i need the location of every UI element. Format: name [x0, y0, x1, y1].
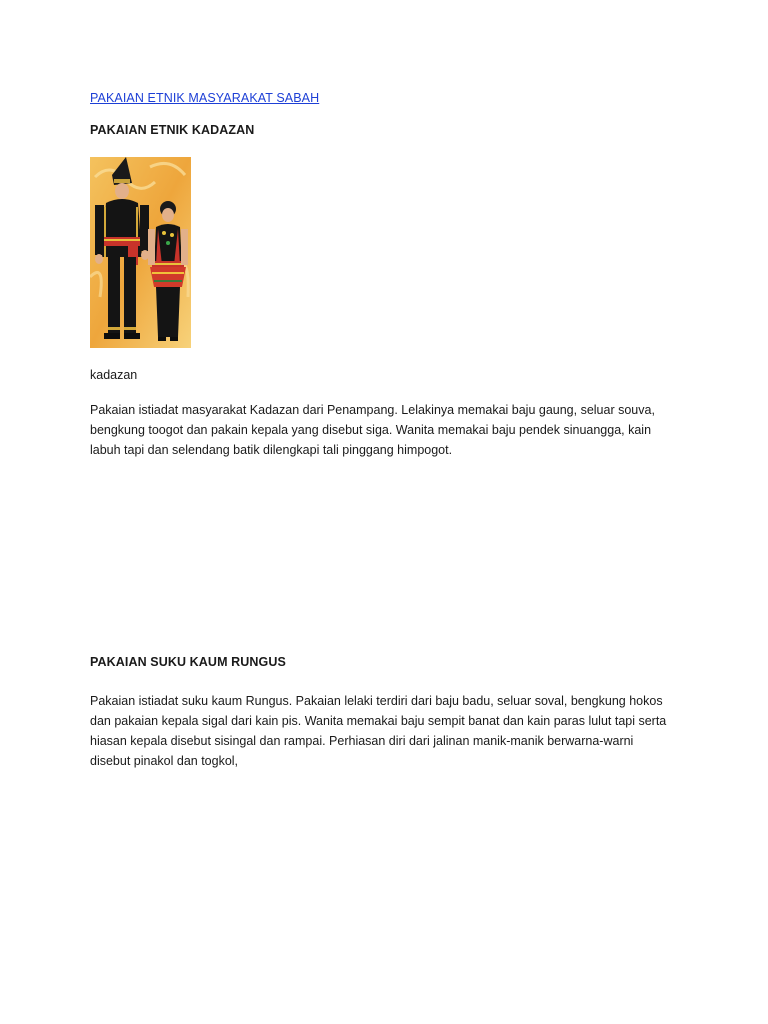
paragraph-line: disebut pinakol dan togkol, [90, 754, 239, 768]
paragraph-line: labuh tapi dan selendang batik dilengkapi tali pinggang himpogot. [90, 443, 453, 457]
kadazan-paragraph [90, 400, 680, 460]
paragraph-line: bengkung toogot dan pakain kepala yang disebut siga. Wanita memakai baju pendek sinuangga, kain [90, 423, 652, 437]
image-caption: kadazan [90, 368, 138, 382]
paragraph-line: Pakaian istiadat suku kaum Rungus. Pakaian lelaki terdiri dari baju badu, seluar soval, bengkung hokos [90, 694, 663, 708]
paragraph-line: dan pakaian kepala sigal dari kain pis. Wanita memakai baju sempit banat dan kain paras lulut tapi serta [90, 714, 667, 728]
paragraph-line: Pakaian istiadat masyarakat Kadazan dari Penampang. Lelakinya memakai baju gaung, seluar souva, [90, 403, 655, 417]
rungus-paragraph [90, 691, 680, 771]
title-link[interactable]: PAKAIAN ETNIK MASYARAKAT SABAH [90, 91, 320, 105]
kadazan-costume-photo [90, 157, 191, 348]
section-heading-rungus: PAKAIAN SUKU KAUM RUNGUS [90, 655, 286, 669]
paragraph-line: hiasan kepala disebut sisingal dan rampai. Perhiasan diri dari jalinan manik-manik berwarna-warni [90, 734, 634, 748]
section-heading-kadazan: PAKAIAN ETNIK KADAZAN [90, 123, 255, 137]
